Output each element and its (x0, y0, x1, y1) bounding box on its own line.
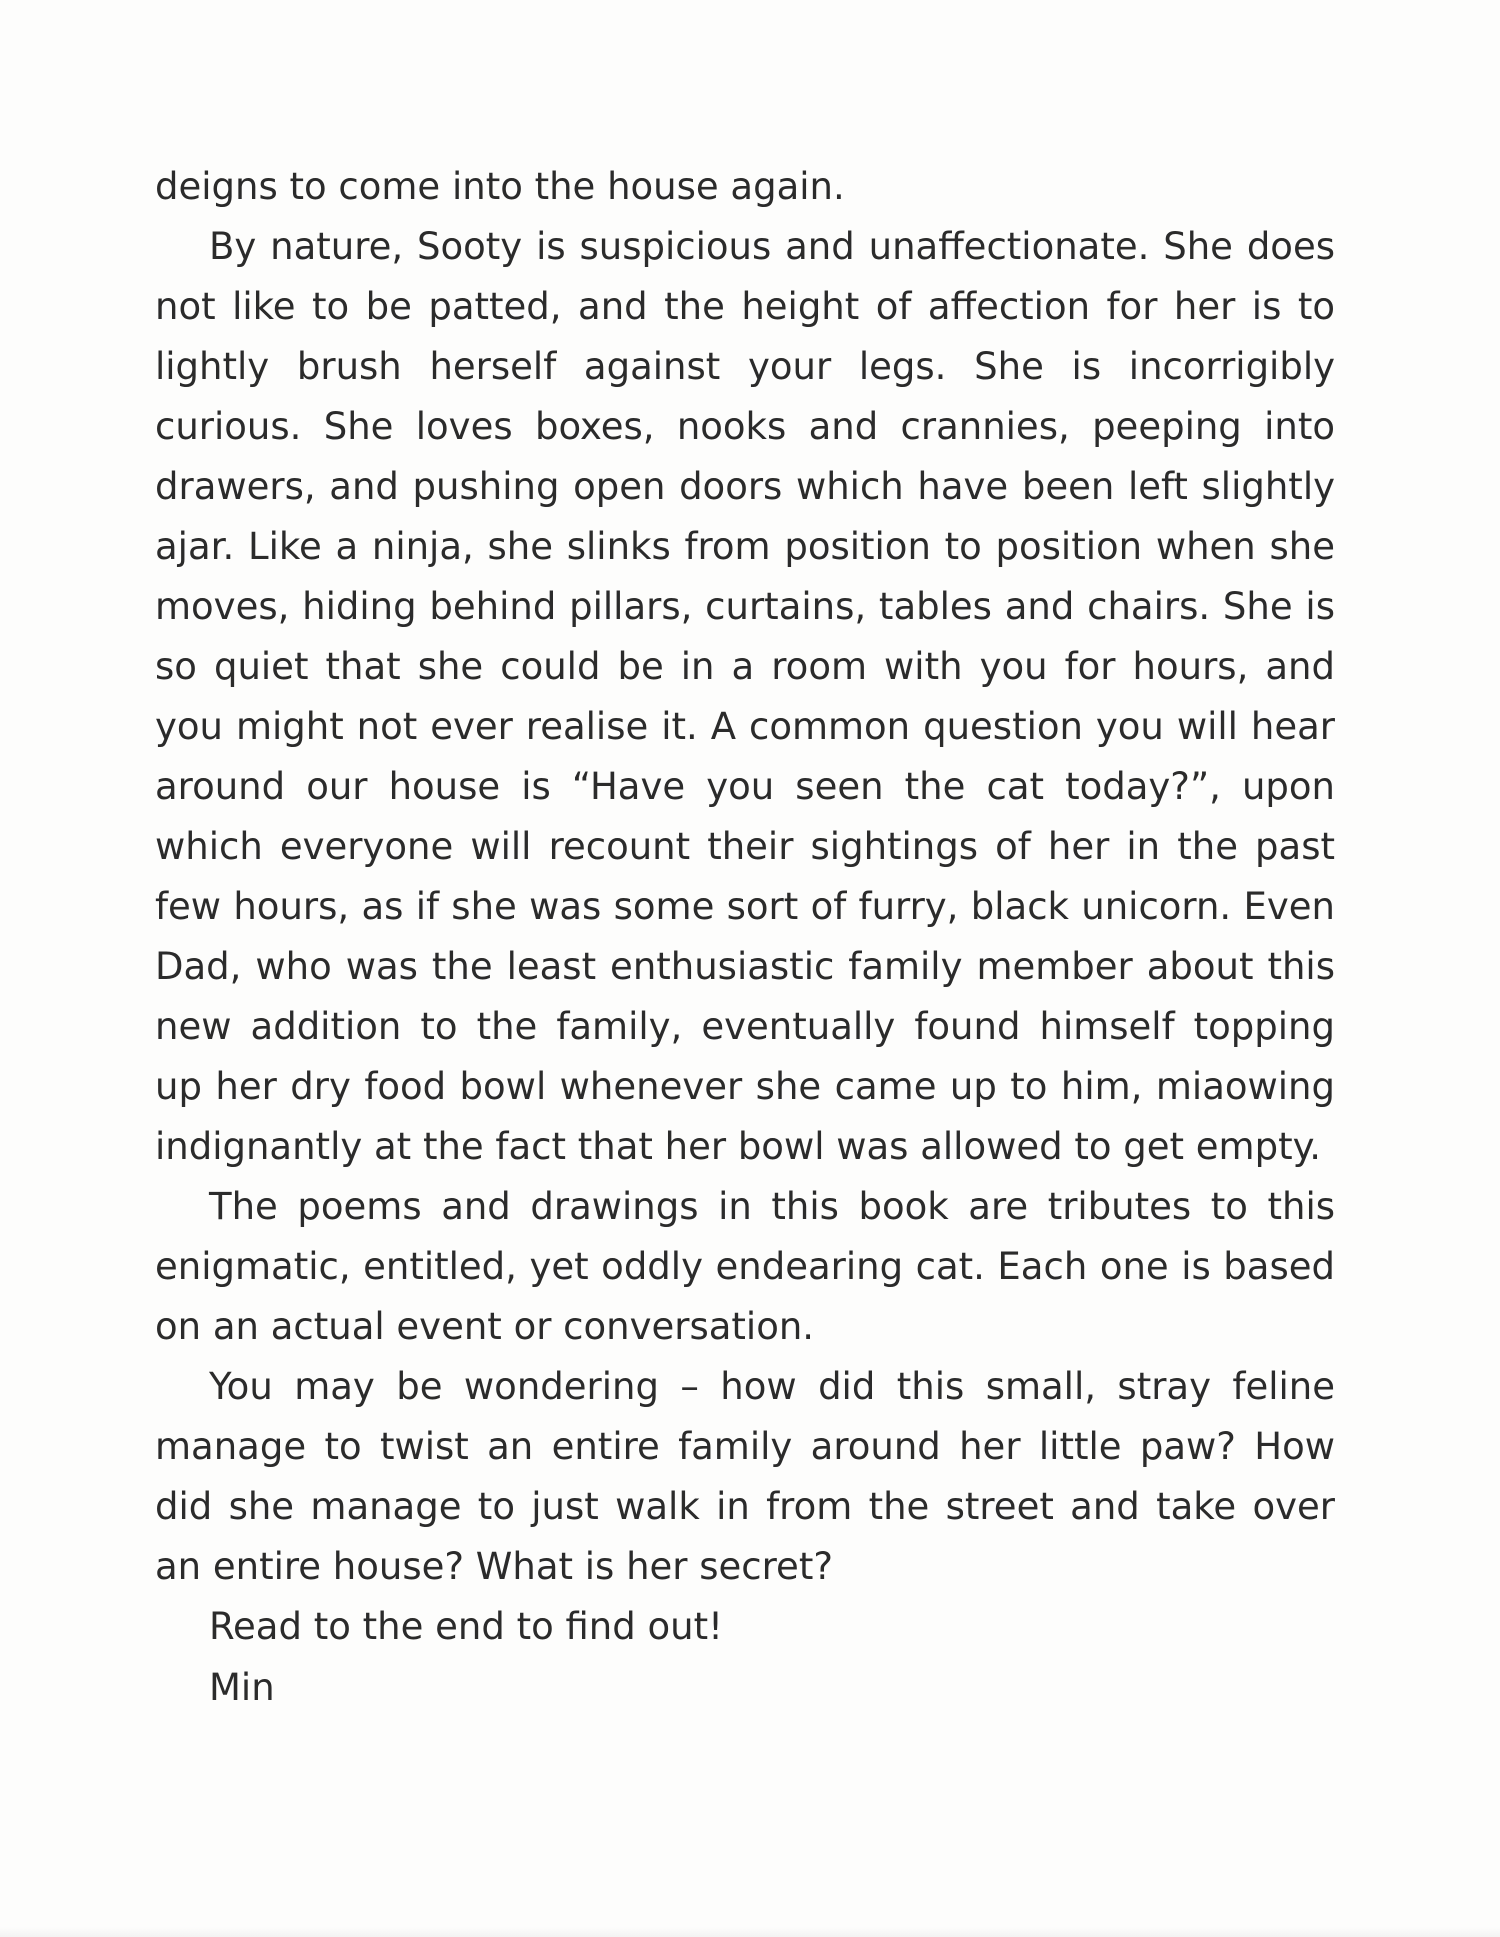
scan-edge-shadow (0, 1927, 1500, 1937)
paragraph-continuation: deigns to come into the house again. (155, 165, 845, 208)
body-text (155, 157, 1335, 1657)
paragraph-read-to-end: Read to the end to find out! (209, 1605, 723, 1648)
author-signature: Min (209, 1666, 275, 1709)
paragraph-wondering: You may be wondering – how did this small, stray feline manage to twist an entire family around her little paw? How did she manage to just walk in from the street and take over an entire house? What is her secret? (155, 1365, 1335, 1588)
paragraph-sooty-nature: By nature, Sooty is suspicious and unaffectionate. She does not like to be patted, and the height of affection for her is to lightly brush herself against your legs. She is incorrigibly curious. She loves boxes, nooks and crannies, peeping into drawers, and pushing open doors which have been left slightly ajar. Like a ninja, she slinks from position to position when she moves, hiding behind pillars, curtains, tables and chairs. She is so quiet that she could be in a room with you for hours, and you might not ever realise it. A common question you will hear around our house is “Have you seen the cat today?”, upon which everyone will recount their sightings of her in the past few hours, as if she was some sort of furry, black unicorn. Even Dad, who was the least enthusiastic family member about this new addition to the family, eventually found himself topping up her dry food bowl whenever she came up to him, miaowing indignantly at the fact that her bowl was allowed to get empty. (155, 225, 1335, 1168)
paragraph-tributes: The poems and drawings in this book are tributes to this enigmatic, entitled, yet oddly endearing cat. Each one is based on an actual event or conversation. (155, 1185, 1335, 1348)
